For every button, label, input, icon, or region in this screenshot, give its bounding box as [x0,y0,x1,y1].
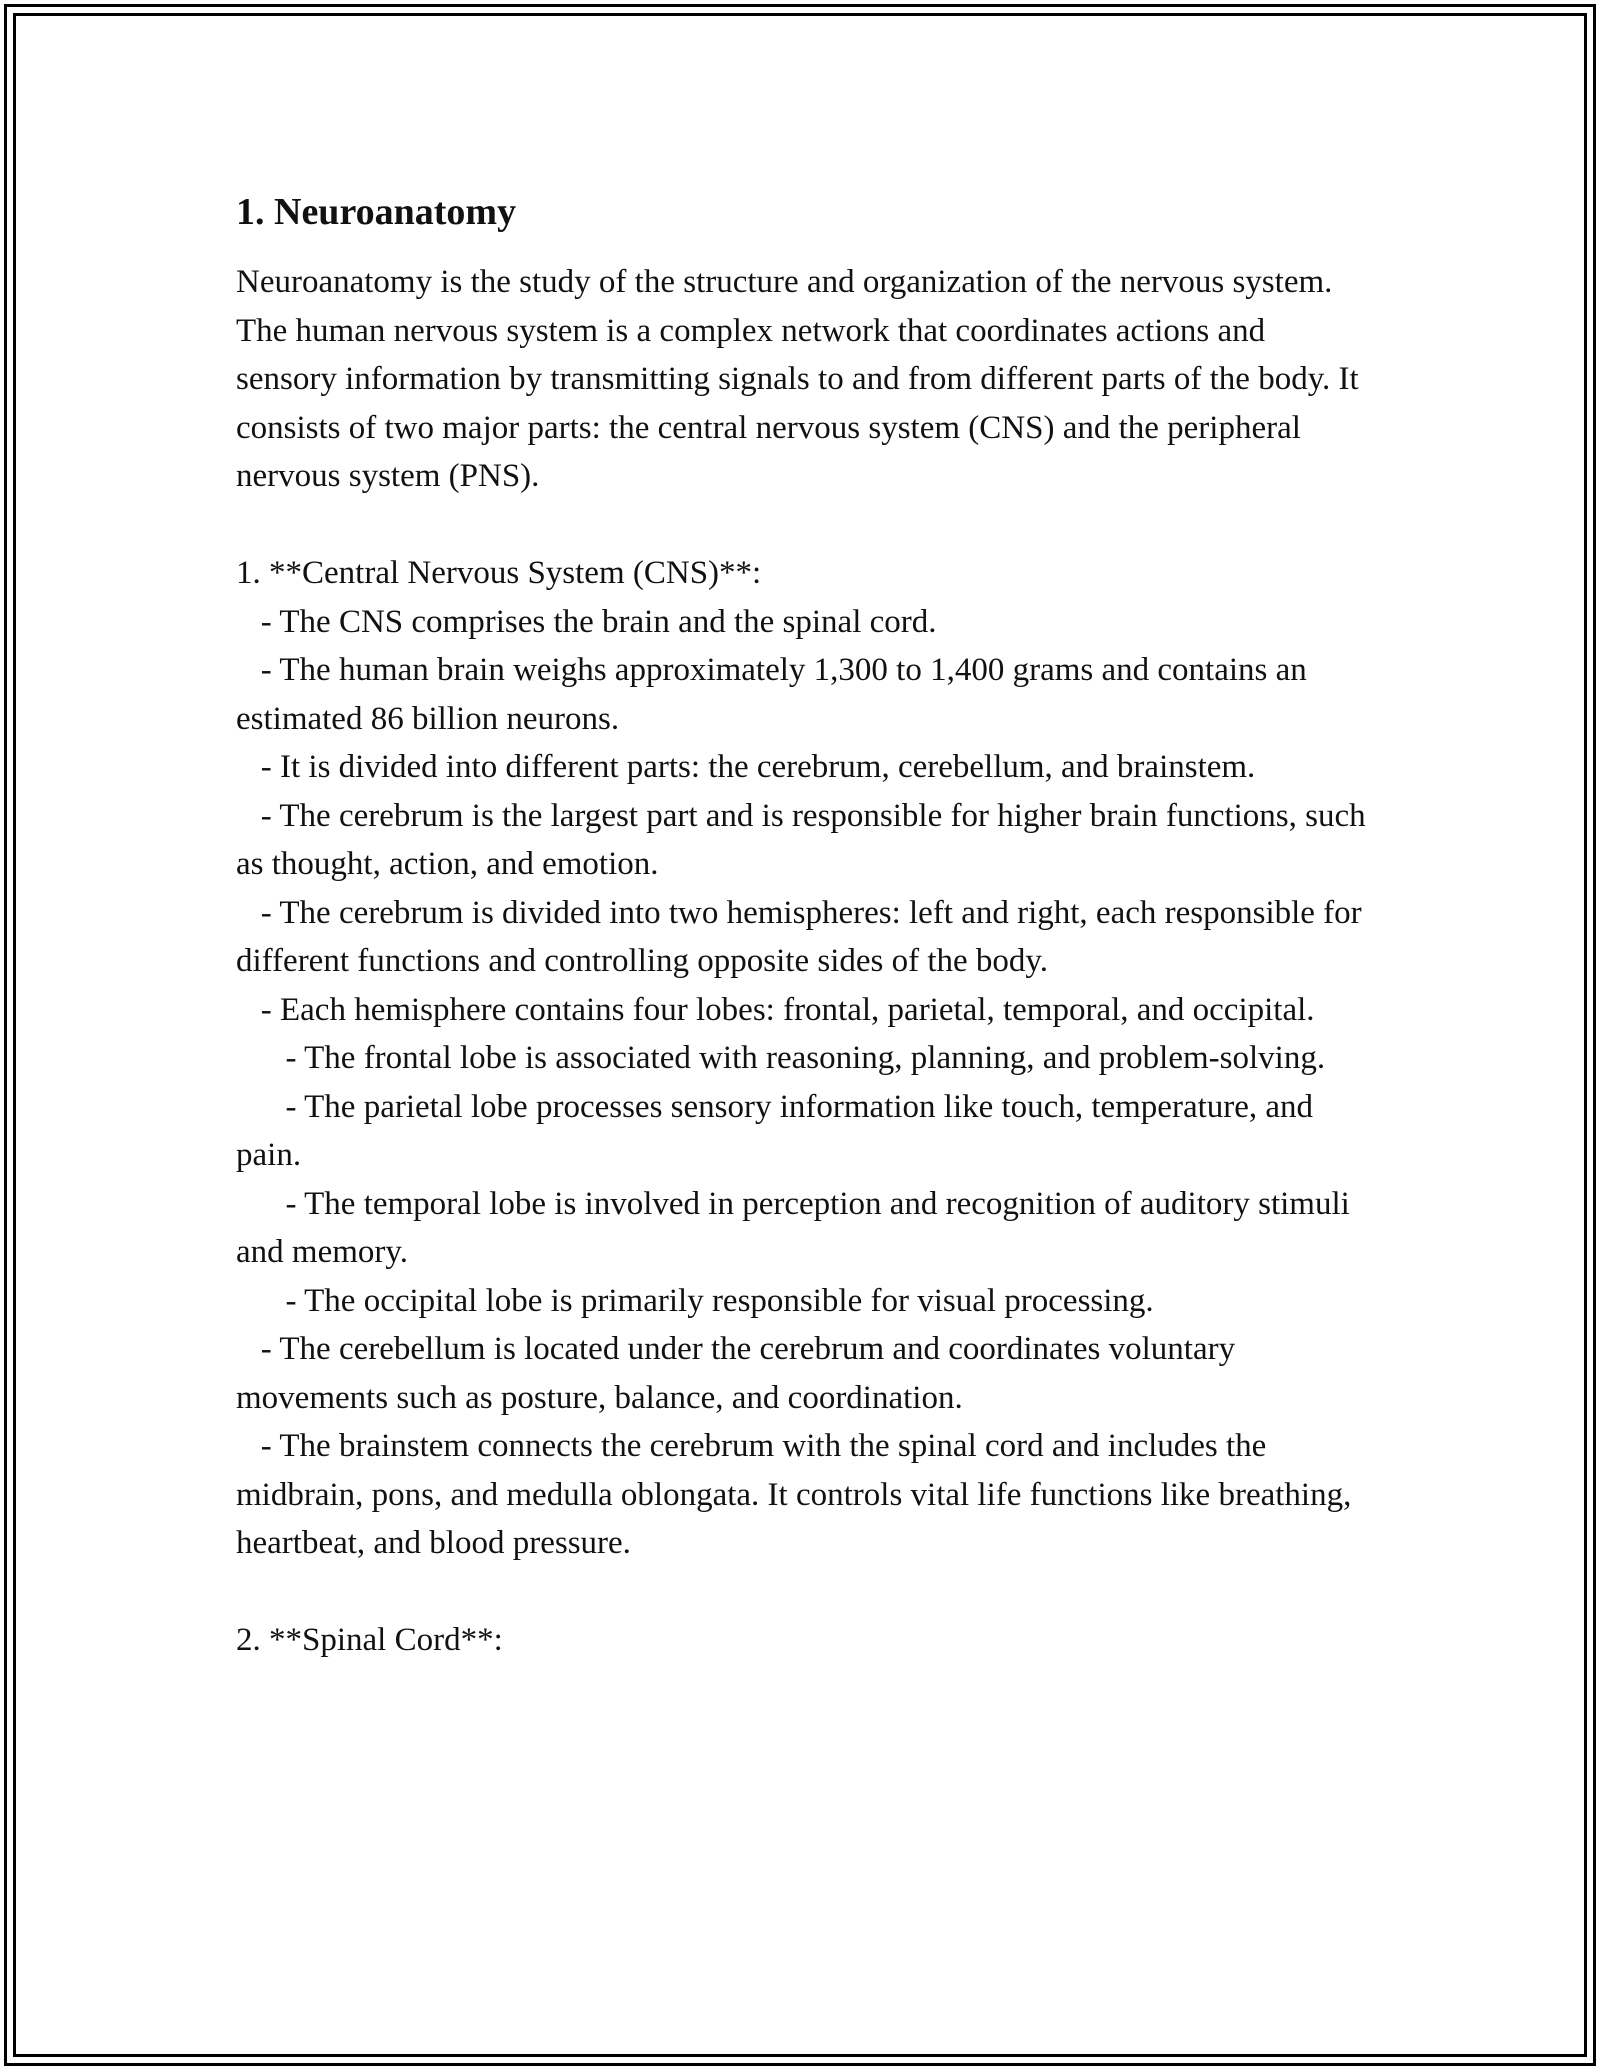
cns-item: - The cerebrum is the largest part and is responsible for higher brain functions, such as thought, action, and emotion. [236,797,1374,882]
cns-item: - The cerebrum is divided into two hemispheres: left and right, each responsible for different functions and controlling opposite sides of the body. [236,894,1370,979]
cns-title: 1. **Central Nervous System (CNS)**: [236,555,762,591]
cns-item: - The CNS comprises the brain and the spinal cord. [236,603,937,640]
paragraph-gap [236,1568,1366,1617]
cns-item: - The brainstem connects the cerebrum with the spinal cord and includes the midbrain, pons, and medulla oblongata. It controls vital life functions like breathing, heartbeat, and blood pressure. [236,1428,1360,1561]
cns-item: - The human brain weighs approximately 1,300 to 1,400 grams and contains an estimated 86 billion neurons. [236,652,1315,737]
cns-subitem: - The temporal lobe is involved in perception and recognition of auditory stimuli and memory. [236,1185,1359,1270]
document-body [236,186,1374,1665]
spinal-cord-title: 2. **Spinal Cord**: [236,1622,503,1658]
cns-item: - Each hemisphere contains four lobes: frontal, parietal, temporal, and occipital. [236,991,1315,1028]
cns-subitem: - The frontal lobe is associated with reasoning, planning, and problem-solving. [236,1040,1326,1076]
section-heading: 1. Neuroanatomy [236,191,517,233]
cns-subitem: - The parietal lobe processes sensory information like touch, temperature, and pain. [236,1088,1322,1173]
cns-item: - It is divided into different parts: the cerebrum, cerebellum, and brainstem. [236,749,1256,785]
cns-item: - The cerebellum is located under the cerebrum and coordinates voluntary movements such as posture, balance, and coordination. [236,1331,1244,1416]
intro-paragraph: Neuroanatomy is the study of the structure and organization of the nervous system. The human nervous system is a complex network that coordinates actions and sensory information by transmitting signals to and from different parts of the body. It consists of two major parts: the central nervous system (CNS) and the peripheral nervous system (PNS). [236,264,1367,494]
paragraph-gap [236,501,1366,550]
cns-subitem: - The occipital lobe is primarily responsible for visual processing. [236,1282,1154,1319]
